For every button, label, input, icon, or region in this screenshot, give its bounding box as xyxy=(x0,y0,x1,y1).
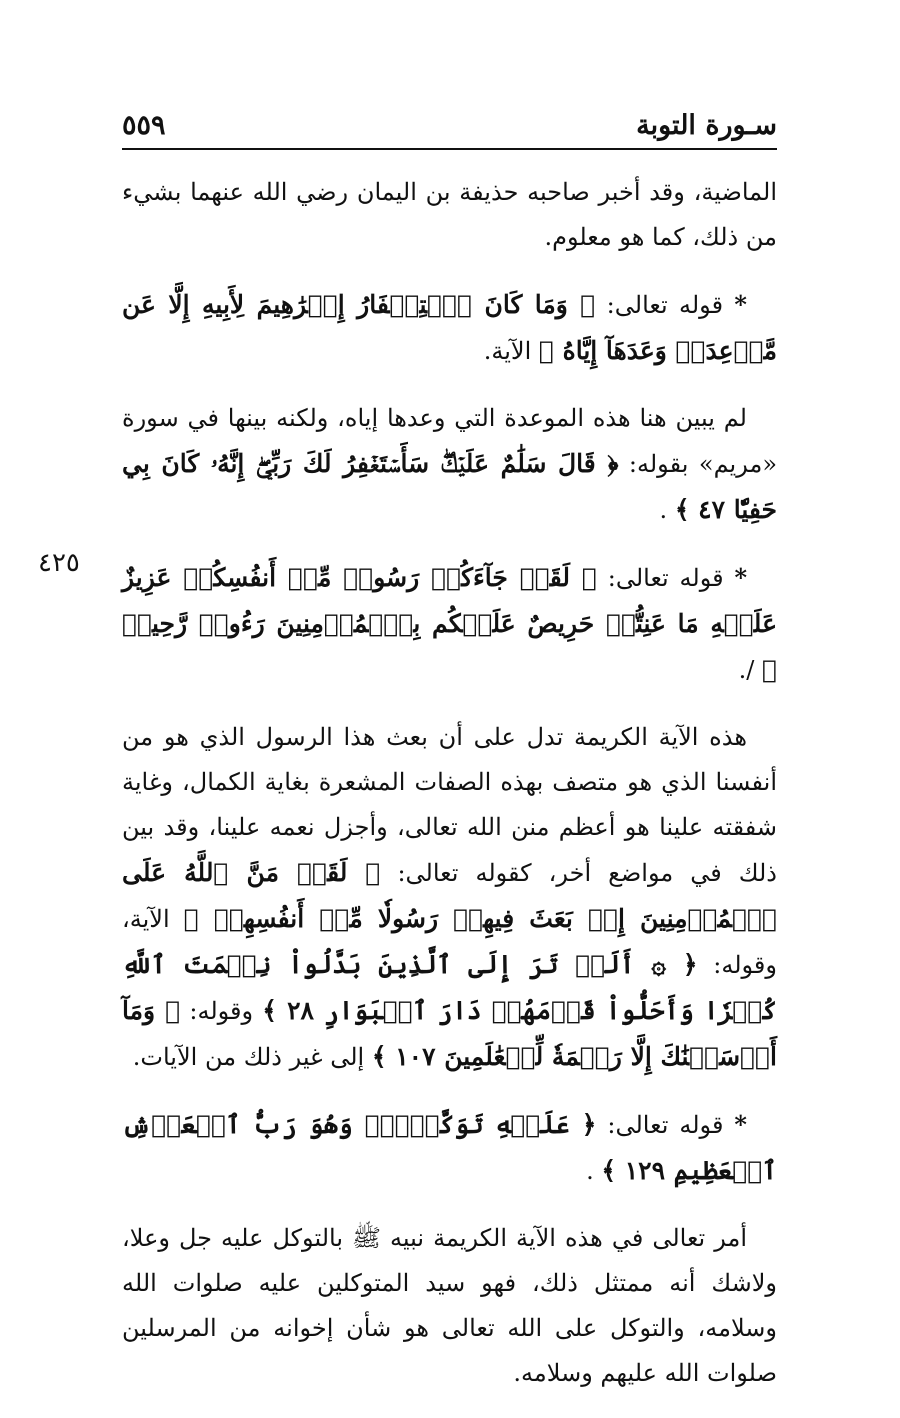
paragraph-tail: الآية، وقوله: xyxy=(122,905,777,979)
paragraph-tail-2: وقوله: xyxy=(180,997,254,1025)
paragraph-tail: . xyxy=(586,1157,594,1185)
page-body xyxy=(122,170,777,1418)
paragraph-text: هذه الآية الكريمة تدل على أن بعث هذا الرسول الذي هو من أنفسنا الذي هو متصف بهذه الصفات المشعرة بغاية الكمال، وغاية شفقته علينا هو أعظم منن الله تعالى، وأجزل نعمه علينا، وقد بين ذلك في مواضع أخر، كقوله تعالى: xyxy=(122,723,778,887)
page-number: ٥٥٩ xyxy=(122,110,166,141)
quran-verse: ﴿ عَلَيۡهِ تَوَكَّلۡتُۖ وَهُوَ رَبُّ ٱلۡعَرۡشِ ٱلۡعَظِيمِ ١٢٩ ﴾ xyxy=(122,1110,777,1185)
paragraph-tail: الآية. xyxy=(483,337,532,365)
page-header xyxy=(122,106,777,146)
paragraph-5 xyxy=(122,715,777,1080)
paragraph-tail-3: إلى غير ذلك من الآيات. xyxy=(132,1043,365,1071)
paragraph-lead: قوله تعالى: xyxy=(595,291,724,319)
quran-verse: ﴿ قَالَ سَلَٰمٌ عَلَيۡكَۖ سَأَسۡتَغۡفِرُ لَكَ رَبِّيٓۖ إِنَّهُۥ كَانَ بِي حَفِيّٗا ٤٧ ﴾ xyxy=(122,449,777,524)
paragraph-tail: . xyxy=(659,496,668,524)
paragraph-lead: لم يبين هنا هذه الموعدة التي وعدها إياه، ولكنه بينها في سورة «مريم» بقوله: xyxy=(122,404,778,478)
paragraph-1 xyxy=(122,170,777,260)
paragraph-tail: /. xyxy=(738,656,755,684)
paragraph-text: أمر تعالى في هذه الآية الكريمة نبيه ﷺ بالتوكل عليه جل وعلا، ولاشك أنه ممتثل ذلك، فهو سيد المتوكلين عليه صلوات الله وسلامه، والتوكل على الله تعالى هو شأن إخوانه من المرسلين صلوات الله عليهم وسلامه. xyxy=(122,1224,778,1387)
star-marker: * xyxy=(734,1110,747,1139)
paragraph-text: الماضية، وقد أخبر صاحبه حذيفة بن اليمان رضي الله عنهما بشيء من ذلك، كما هو معلوم. xyxy=(122,178,777,251)
surah-title: سـورة التوبة xyxy=(636,110,777,141)
quran-verse: ﴿ وَمَا كَانَ ٱسۡتِغۡفَارُ إِبۡرَٰهِيمَ لِأَبِيهِ إِلَّا عَن مَّوۡعِدَةٖ وَعَدَهَآ إِيَّاهُ ﴾ xyxy=(122,290,777,365)
star-marker: * xyxy=(734,290,747,319)
paragraph-6 xyxy=(122,1102,777,1194)
paragraph-7 xyxy=(122,1216,777,1396)
quran-verse: ﴿ لَقَدۡ جَآءَكُمۡ رَسُولٞ مِّنۡ أَنفُسِكُمۡ عَزِيزٌ عَلَيۡهِ مَا عَنِتُّمۡ حَرِيصٌ عَلَيۡكُم بِٱلۡمُؤۡمِنِينَ رَءُوفٞ رَّحِيمٞ ﴾ xyxy=(122,563,777,684)
quran-verse-3: ﴿ وَمَآ أَرۡسَلۡنَٰكَ إِلَّا رَحۡمَةٗ لِّلۡعَٰلَمِينَ ١٠٧ ﴾ xyxy=(122,996,777,1071)
quran-verse-2: ﴿ ۞ أَلَمۡ تَرَ إِلَى ٱلَّذِينَ بَدَّلُواْ نِعۡمَتَ ٱللَّهِ كُفۡرٗا وَأَحَلُّواْ قَوۡمَهُمۡ دَارَ ٱلۡبَوَارِ ٢٨ ﴾ xyxy=(122,950,778,1025)
paragraph-lead: قوله تعالى: xyxy=(596,1111,724,1139)
paragraph-3 xyxy=(122,396,777,533)
quran-verse: ﴿ لَقَدۡ مَنَّ ٱللَّهُ عَلَى ٱلۡمُؤۡمِنِينَ إِذۡ بَعَثَ فِيهِمۡ رَسُولٗا مِّنۡ أَنفُسِهِمۡ ﴾ xyxy=(122,858,777,933)
paragraph-lead: قوله تعالى: xyxy=(596,564,724,592)
header-divider xyxy=(122,148,777,150)
margin-page-number: ٤٢٥ xyxy=(38,548,80,578)
star-marker: * xyxy=(734,563,747,592)
paragraph-4 xyxy=(122,555,777,693)
paragraph-2 xyxy=(122,282,777,374)
